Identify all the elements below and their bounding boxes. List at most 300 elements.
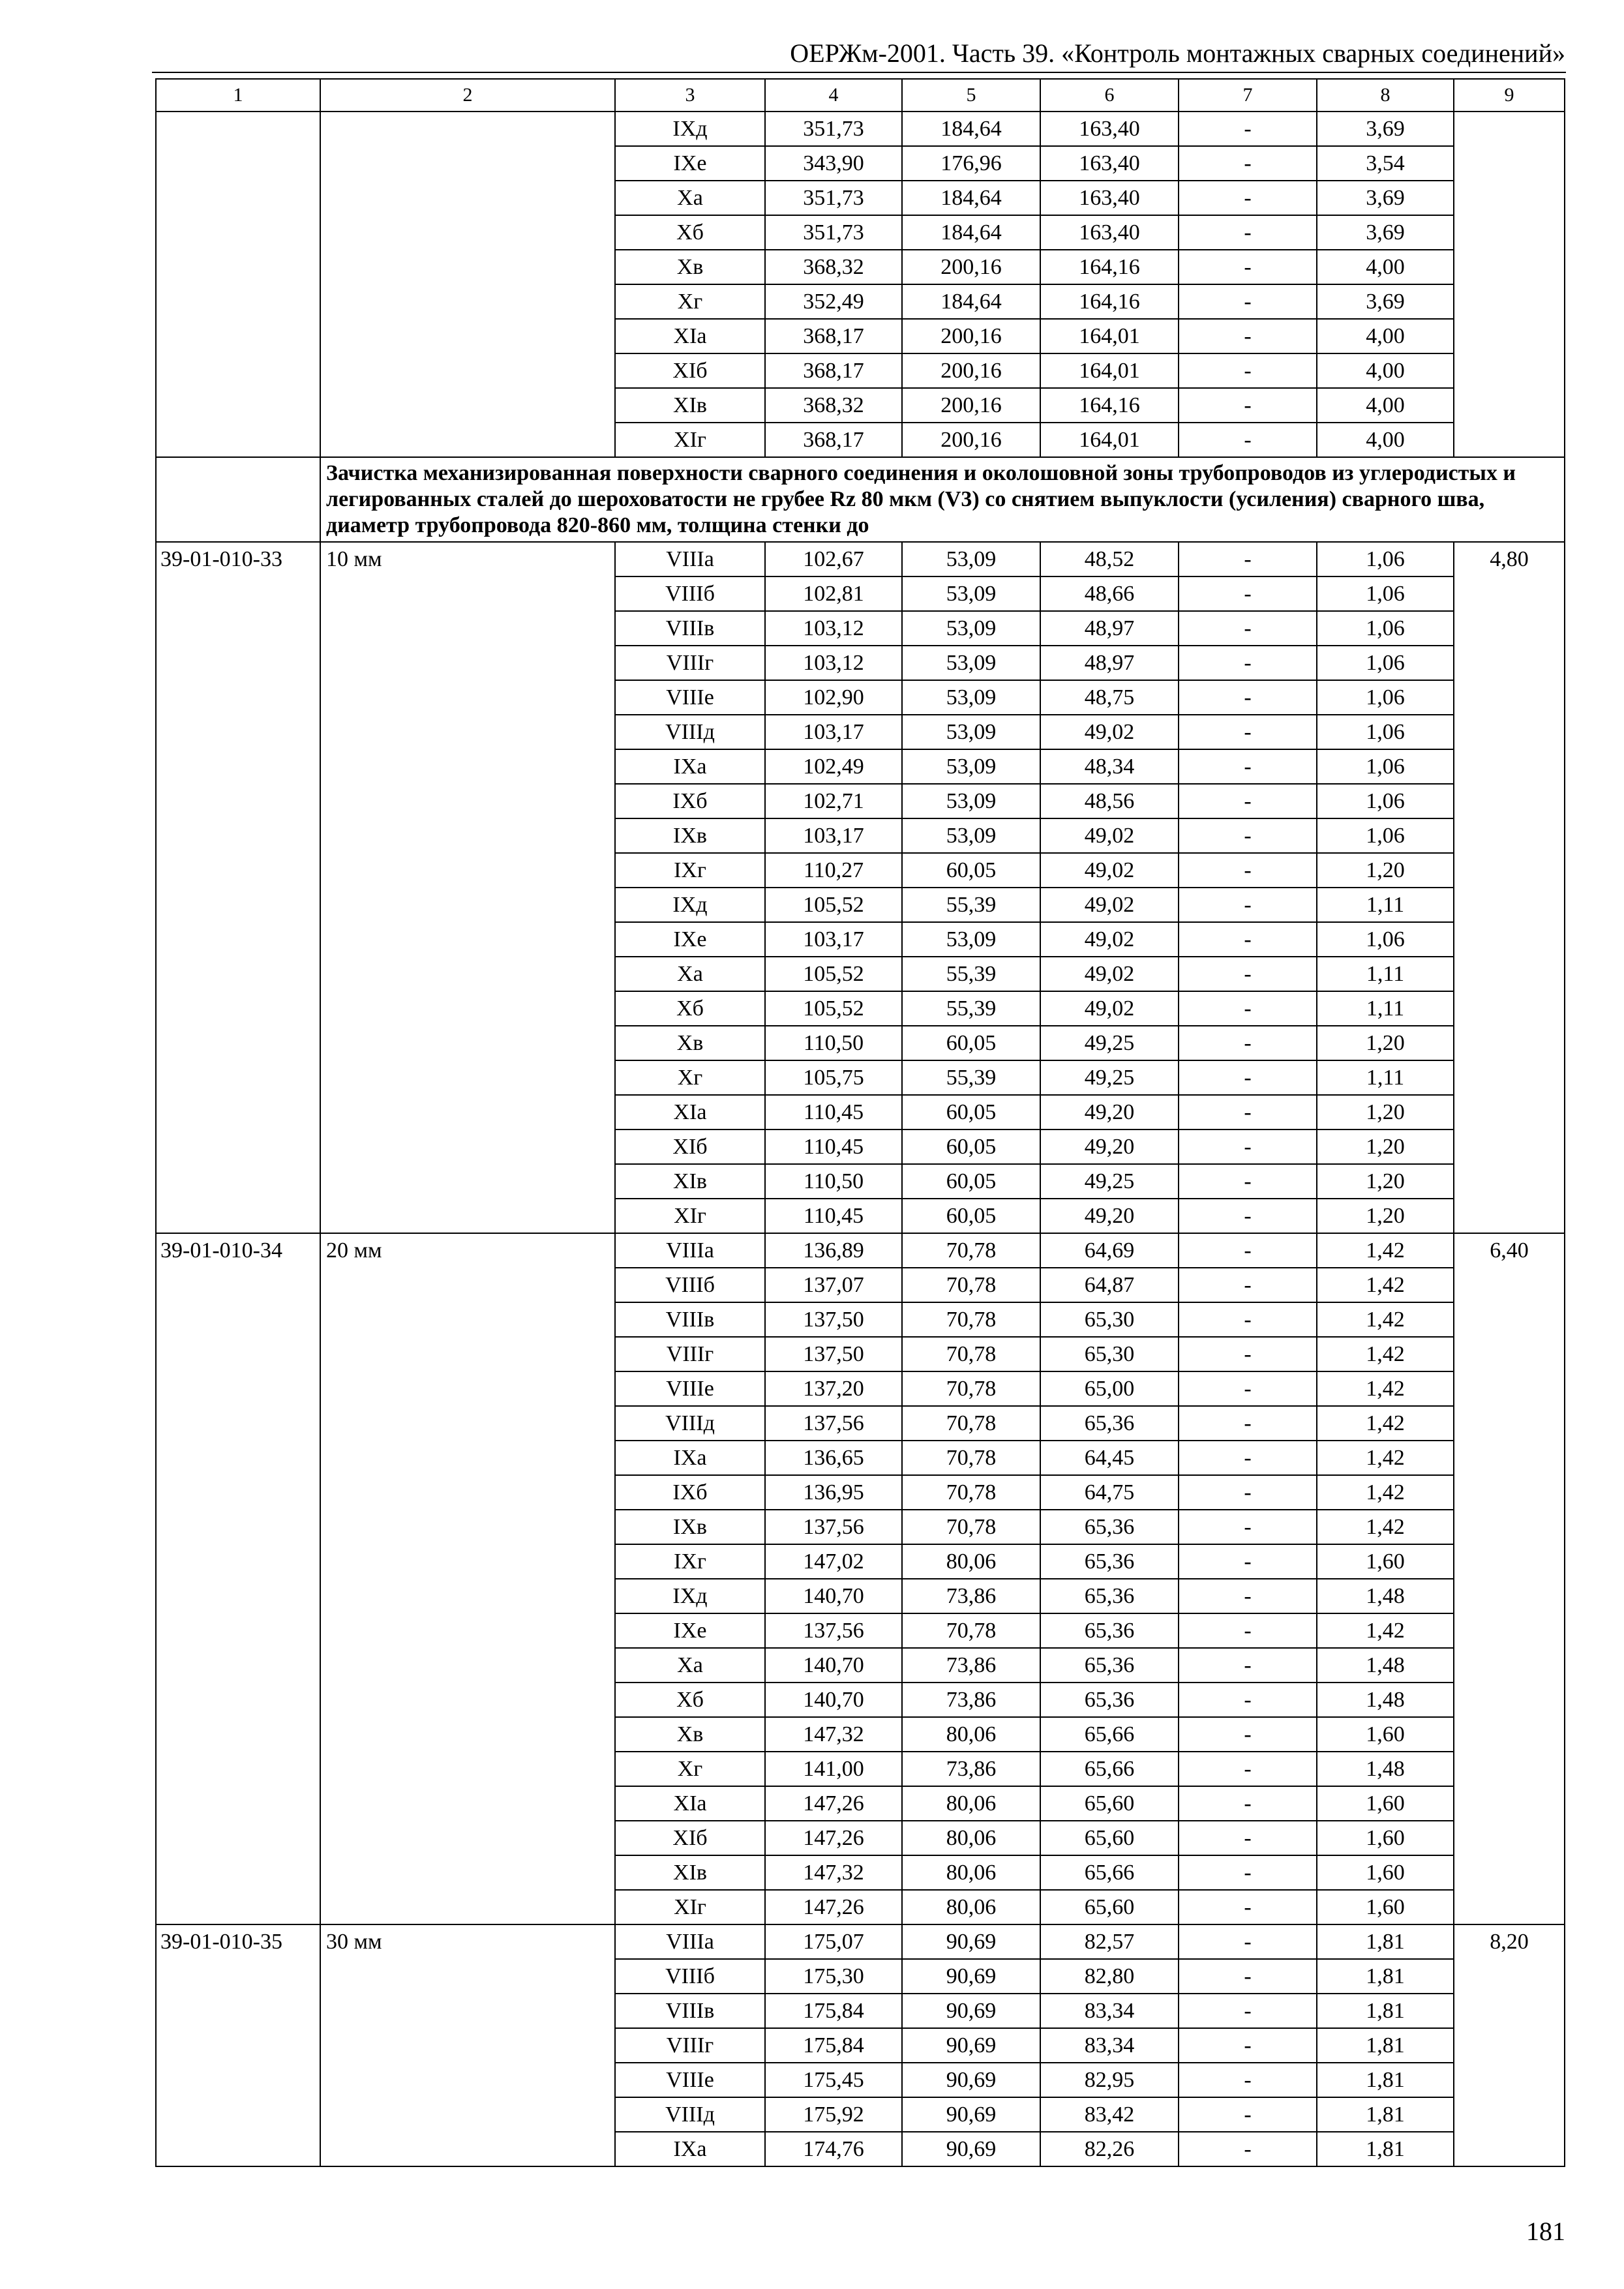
cell: 80,06	[902, 1786, 1040, 1821]
cell: 48,75	[1040, 680, 1179, 715]
cell: XIв	[615, 1164, 765, 1199]
cell: 163,40	[1040, 112, 1179, 146]
cell: VIIIд	[615, 1406, 765, 1441]
cell: -	[1179, 1441, 1317, 1475]
cell: 82,95	[1040, 2063, 1179, 2097]
item-norm: 4,80	[1454, 542, 1565, 1233]
cell: VIIIв	[615, 611, 765, 646]
cell: 110,50	[765, 1164, 902, 1199]
cell: 70,78	[902, 1302, 1040, 1337]
cell: 102,71	[765, 784, 902, 818]
item-name: 30 мм	[320, 1924, 615, 2166]
cell: -	[1179, 715, 1317, 749]
cell: 147,26	[765, 1890, 902, 1924]
cell: 184,64	[902, 112, 1040, 146]
cell: Xа	[615, 957, 765, 991]
cell: 1,60	[1317, 1786, 1454, 1821]
cell: -	[1179, 1890, 1317, 1924]
cell: -	[1179, 2097, 1317, 2132]
cell: 1,81	[1317, 2097, 1454, 2132]
cell: 60,05	[902, 1026, 1040, 1060]
cell: XIб	[615, 1130, 765, 1164]
cell: -	[1179, 423, 1317, 457]
column-number: 3	[615, 79, 765, 112]
cell: 53,09	[902, 680, 1040, 715]
cell: VIIIб	[615, 1268, 765, 1302]
cell: 80,06	[902, 1890, 1040, 1924]
cell: 1,48	[1317, 1579, 1454, 1613]
cell: -	[1179, 1924, 1317, 1959]
cell: 147,26	[765, 1786, 902, 1821]
cell: IXа	[615, 2132, 765, 2166]
cell: 1,06	[1317, 749, 1454, 784]
cell: 351,73	[765, 181, 902, 215]
cell: -	[1179, 2132, 1317, 2166]
continuation-norm-cell	[1454, 112, 1565, 457]
item-norm: 8,20	[1454, 1924, 1565, 2166]
cell: IXг	[615, 1544, 765, 1579]
cell: 102,67	[765, 542, 902, 576]
cell: -	[1179, 1613, 1317, 1648]
cell: 80,06	[902, 1821, 1040, 1855]
cell: 1,42	[1317, 1371, 1454, 1406]
cell: VIIIа	[615, 1233, 765, 1268]
cell: 73,86	[902, 1648, 1040, 1683]
cell: 1,11	[1317, 991, 1454, 1026]
cell: 65,00	[1040, 1371, 1179, 1406]
continuation-name-cell	[320, 112, 615, 457]
cell: 1,81	[1317, 2063, 1454, 2097]
cell: 1,20	[1317, 1164, 1454, 1199]
cell: 48,52	[1040, 542, 1179, 576]
cell: 48,56	[1040, 784, 1179, 818]
cell: 90,69	[902, 2028, 1040, 2063]
cell: 1,48	[1317, 1752, 1454, 1786]
cell: -	[1179, 146, 1317, 181]
column-number: 1	[156, 79, 320, 112]
cell: 1,06	[1317, 576, 1454, 611]
cell: IXг	[615, 853, 765, 888]
cell: 73,86	[902, 1683, 1040, 1717]
cell: 64,87	[1040, 1268, 1179, 1302]
cell: 136,89	[765, 1233, 902, 1268]
cell: 351,73	[765, 112, 902, 146]
cell: -	[1179, 1475, 1317, 1510]
cell: IXд	[615, 888, 765, 922]
cell: 49,20	[1040, 1199, 1179, 1233]
cell: IXа	[615, 1441, 765, 1475]
cell: 65,60	[1040, 1786, 1179, 1821]
cell: 200,16	[902, 388, 1040, 423]
cell: 49,02	[1040, 853, 1179, 888]
cell: XIв	[615, 1855, 765, 1890]
cell: -	[1179, 1199, 1317, 1233]
cell: 368,32	[765, 250, 902, 284]
section-row	[156, 457, 1565, 542]
cell: 102,81	[765, 576, 902, 611]
cell: 343,90	[765, 146, 902, 181]
cell: VIIIг	[615, 1337, 765, 1371]
cell: VIIIг	[615, 2028, 765, 2063]
cell: Xв	[615, 1026, 765, 1060]
cell: 1,81	[1317, 2028, 1454, 2063]
cell: 90,69	[902, 1959, 1040, 1994]
cell: 110,50	[765, 1026, 902, 1060]
cell: -	[1179, 1337, 1317, 1371]
cell: 1,06	[1317, 818, 1454, 853]
cell: 1,20	[1317, 1130, 1454, 1164]
cell: 70,78	[902, 1233, 1040, 1268]
cell: 175,45	[765, 2063, 902, 2097]
cell: 1,42	[1317, 1475, 1454, 1510]
cell: 49,25	[1040, 1060, 1179, 1095]
cell: 90,69	[902, 2132, 1040, 2166]
column-number: 2	[320, 79, 615, 112]
cell: -	[1179, 2028, 1317, 2063]
cell: 48,97	[1040, 611, 1179, 646]
cell: -	[1179, 818, 1317, 853]
cell: -	[1179, 1026, 1317, 1060]
column-number: 4	[765, 79, 902, 112]
cell: 49,25	[1040, 1026, 1179, 1060]
cell: IXе	[615, 146, 765, 181]
cell: 164,01	[1040, 353, 1179, 388]
cell: 65,66	[1040, 1717, 1179, 1752]
cell: 103,12	[765, 646, 902, 680]
cell: 73,86	[902, 1579, 1040, 1613]
cell: -	[1179, 353, 1317, 388]
column-number: 7	[1179, 79, 1317, 112]
cell: -	[1179, 1648, 1317, 1683]
cell: 137,07	[765, 1268, 902, 1302]
cell: Xг	[615, 1060, 765, 1095]
table-row	[156, 112, 1565, 146]
table-row	[156, 1233, 1565, 1268]
cell: 65,66	[1040, 1752, 1179, 1786]
cell: -	[1179, 2063, 1317, 2097]
cell: 105,52	[765, 957, 902, 991]
cell: 175,84	[765, 1994, 902, 2028]
cell: Xа	[615, 181, 765, 215]
cell: 184,64	[902, 284, 1040, 319]
cell: -	[1179, 991, 1317, 1026]
cell: 65,60	[1040, 1890, 1179, 1924]
cell: XIг	[615, 1199, 765, 1233]
cell: -	[1179, 1752, 1317, 1786]
cell: Xв	[615, 1717, 765, 1752]
item-code: 39-01-010-34	[156, 1233, 320, 1924]
cell: 175,92	[765, 2097, 902, 2132]
cell: 49,02	[1040, 922, 1179, 957]
cell: 49,25	[1040, 1164, 1179, 1199]
item-name: 10 мм	[320, 542, 615, 1233]
cell: 163,40	[1040, 146, 1179, 181]
cell: IXе	[615, 922, 765, 957]
cell: 55,39	[902, 957, 1040, 991]
cell: 65,36	[1040, 1613, 1179, 1648]
cell: 65,60	[1040, 1821, 1179, 1855]
cell: 137,50	[765, 1337, 902, 1371]
cell: XIг	[615, 1890, 765, 1924]
cell: 55,39	[902, 1060, 1040, 1095]
cell: -	[1179, 215, 1317, 250]
price-table	[155, 78, 1565, 2167]
cell: 90,69	[902, 1924, 1040, 1959]
cell: -	[1179, 784, 1317, 818]
cell: 200,16	[902, 319, 1040, 353]
cell: 103,17	[765, 818, 902, 853]
cell: 164,01	[1040, 423, 1179, 457]
cell: 70,78	[902, 1510, 1040, 1544]
cell: 64,69	[1040, 1233, 1179, 1268]
cell: 65,36	[1040, 1510, 1179, 1544]
cell: 1,42	[1317, 1441, 1454, 1475]
cell: 110,45	[765, 1095, 902, 1130]
cell: 175,30	[765, 1959, 902, 1994]
cell: 184,64	[902, 215, 1040, 250]
cell: -	[1179, 646, 1317, 680]
cell: 83,42	[1040, 2097, 1179, 2132]
cell: -	[1179, 1233, 1317, 1268]
cell: 1,42	[1317, 1406, 1454, 1441]
cell: 137,56	[765, 1613, 902, 1648]
cell: -	[1179, 1060, 1317, 1095]
cell: 90,69	[902, 2097, 1040, 2132]
cell: 105,75	[765, 1060, 902, 1095]
cell: 176,96	[902, 146, 1040, 181]
cell: -	[1179, 284, 1317, 319]
cell: 53,09	[902, 749, 1040, 784]
cell: 80,06	[902, 1855, 1040, 1890]
cell: 368,17	[765, 319, 902, 353]
cell: 53,09	[902, 922, 1040, 957]
cell: 1,06	[1317, 542, 1454, 576]
section-empty-cell	[156, 457, 320, 542]
cell: -	[1179, 181, 1317, 215]
cell: -	[1179, 319, 1317, 353]
cell: 4,00	[1317, 319, 1454, 353]
column-number: 9	[1454, 79, 1565, 112]
cell: -	[1179, 1164, 1317, 1199]
cell: VIIIе	[615, 1371, 765, 1406]
column-number: 5	[902, 79, 1040, 112]
cell: 53,09	[902, 542, 1040, 576]
cell: 175,07	[765, 1924, 902, 1959]
cell: VIIIа	[615, 542, 765, 576]
cell: XIа	[615, 319, 765, 353]
cell: 4,00	[1317, 353, 1454, 388]
cell: 64,75	[1040, 1475, 1179, 1510]
cell: XIб	[615, 353, 765, 388]
cell: 368,17	[765, 353, 902, 388]
cell: 136,65	[765, 1441, 902, 1475]
cell: VIIIг	[615, 646, 765, 680]
cell: 1,42	[1317, 1613, 1454, 1648]
cell: 163,40	[1040, 215, 1179, 250]
cell: 90,69	[902, 2063, 1040, 2097]
cell: 1,81	[1317, 2132, 1454, 2166]
cell: 49,20	[1040, 1130, 1179, 1164]
page-header: ОЕРЖм-2001. Часть 39. «Контроль монтажных сварных соединений»	[790, 38, 1565, 68]
cell: 1,42	[1317, 1268, 1454, 1302]
cell: 137,56	[765, 1510, 902, 1544]
cell: 110,27	[765, 853, 902, 888]
cell: 352,49	[765, 284, 902, 319]
cell: -	[1179, 853, 1317, 888]
cell: -	[1179, 1717, 1317, 1752]
header-divider	[152, 72, 1566, 73]
cell: 368,32	[765, 388, 902, 423]
cell: 83,34	[1040, 2028, 1179, 2063]
cell: VIIIв	[615, 1994, 765, 2028]
page-number: 181	[1526, 2217, 1565, 2246]
cell: -	[1179, 1371, 1317, 1406]
cell: 1,06	[1317, 922, 1454, 957]
cell: 60,05	[902, 853, 1040, 888]
cell: 136,95	[765, 1475, 902, 1510]
cell: 83,34	[1040, 1994, 1179, 2028]
cell: 3,69	[1317, 112, 1454, 146]
cell: 137,20	[765, 1371, 902, 1406]
cell: -	[1179, 1544, 1317, 1579]
cell: -	[1179, 1959, 1317, 1994]
cell: 140,70	[765, 1648, 902, 1683]
cell: XIв	[615, 388, 765, 423]
cell: XIг	[615, 423, 765, 457]
cell: 65,36	[1040, 1683, 1179, 1717]
cell: VIIIд	[615, 2097, 765, 2132]
cell: IXб	[615, 1475, 765, 1510]
cell: Xа	[615, 1648, 765, 1683]
cell: VIIIв	[615, 1302, 765, 1337]
cell: 1,06	[1317, 611, 1454, 646]
cell: 103,17	[765, 715, 902, 749]
cell: 65,30	[1040, 1302, 1179, 1337]
table-row	[156, 1924, 1565, 1959]
cell: VIIIд	[615, 715, 765, 749]
cell: 53,09	[902, 818, 1040, 853]
cell: 1,42	[1317, 1302, 1454, 1337]
cell: 64,45	[1040, 1441, 1179, 1475]
cell: 55,39	[902, 991, 1040, 1026]
cell: 351,73	[765, 215, 902, 250]
cell: 70,78	[902, 1613, 1040, 1648]
cell: VIIIб	[615, 576, 765, 611]
cell: 70,78	[902, 1406, 1040, 1441]
cell: -	[1179, 1510, 1317, 1544]
cell: -	[1179, 112, 1317, 146]
cell: -	[1179, 1268, 1317, 1302]
cell: 140,70	[765, 1579, 902, 1613]
cell: 65,30	[1040, 1337, 1179, 1371]
cell: IXд	[615, 1579, 765, 1613]
cell: 4,00	[1317, 388, 1454, 423]
cell: IXа	[615, 749, 765, 784]
cell: 1,11	[1317, 1060, 1454, 1095]
cell: Xг	[615, 284, 765, 319]
cell: 53,09	[902, 611, 1040, 646]
cell: 102,90	[765, 680, 902, 715]
cell: -	[1179, 749, 1317, 784]
cell: 1,81	[1317, 1959, 1454, 1994]
cell: 48,34	[1040, 749, 1179, 784]
item-code: 39-01-010-33	[156, 542, 320, 1233]
table-row	[156, 542, 1565, 576]
cell: 1,60	[1317, 1717, 1454, 1752]
cell: -	[1179, 576, 1317, 611]
cell: 1,06	[1317, 715, 1454, 749]
cell: 53,09	[902, 576, 1040, 611]
cell: Xб	[615, 1683, 765, 1717]
cell: 80,06	[902, 1717, 1040, 1752]
cell: VIIIа	[615, 1924, 765, 1959]
cell: 1,60	[1317, 1544, 1454, 1579]
cell: 49,02	[1040, 888, 1179, 922]
item-name: 20 мм	[320, 1233, 615, 1924]
cell: VIIIе	[615, 680, 765, 715]
cell: 53,09	[902, 715, 1040, 749]
cell: 1,42	[1317, 1510, 1454, 1544]
cell: 60,05	[902, 1164, 1040, 1199]
cell: XIа	[615, 1095, 765, 1130]
cell: XIа	[615, 1786, 765, 1821]
cell: 1,81	[1317, 1994, 1454, 2028]
cell: 147,02	[765, 1544, 902, 1579]
cell: -	[1179, 542, 1317, 576]
cell: 4,00	[1317, 423, 1454, 457]
cell: 70,78	[902, 1475, 1040, 1510]
cell: 4,00	[1317, 250, 1454, 284]
cell: 147,26	[765, 1821, 902, 1855]
cell: 60,05	[902, 1095, 1040, 1130]
cell: 137,50	[765, 1302, 902, 1337]
cell: 60,05	[902, 1199, 1040, 1233]
cell: 53,09	[902, 646, 1040, 680]
cell: 164,16	[1040, 250, 1179, 284]
cell: -	[1179, 388, 1317, 423]
cell: 82,80	[1040, 1959, 1179, 1994]
cell: 49,02	[1040, 818, 1179, 853]
cell: 70,78	[902, 1371, 1040, 1406]
cell: 1,48	[1317, 1648, 1454, 1683]
cell: -	[1179, 888, 1317, 922]
cell: 60,05	[902, 1130, 1040, 1164]
cell: -	[1179, 1302, 1317, 1337]
item-code: 39-01-010-35	[156, 1924, 320, 2166]
cell: -	[1179, 1130, 1317, 1164]
continuation-code-cell	[156, 112, 320, 457]
cell: 140,70	[765, 1683, 902, 1717]
cell: 1,48	[1317, 1683, 1454, 1717]
cell: 65,36	[1040, 1406, 1179, 1441]
cell: 164,16	[1040, 388, 1179, 423]
cell: 1,20	[1317, 1095, 1454, 1130]
cell: -	[1179, 1994, 1317, 2028]
cell: 147,32	[765, 1717, 902, 1752]
cell: 1,11	[1317, 957, 1454, 991]
cell: IXв	[615, 818, 765, 853]
cell: -	[1179, 1786, 1317, 1821]
cell: 1,11	[1317, 888, 1454, 922]
cell: 164,16	[1040, 284, 1179, 319]
cell: 1,06	[1317, 784, 1454, 818]
column-number: 8	[1317, 79, 1454, 112]
cell: 80,06	[902, 1544, 1040, 1579]
cell: 110,45	[765, 1199, 902, 1233]
cell: 1,20	[1317, 1199, 1454, 1233]
cell: IXд	[615, 112, 765, 146]
cell: 3,69	[1317, 215, 1454, 250]
